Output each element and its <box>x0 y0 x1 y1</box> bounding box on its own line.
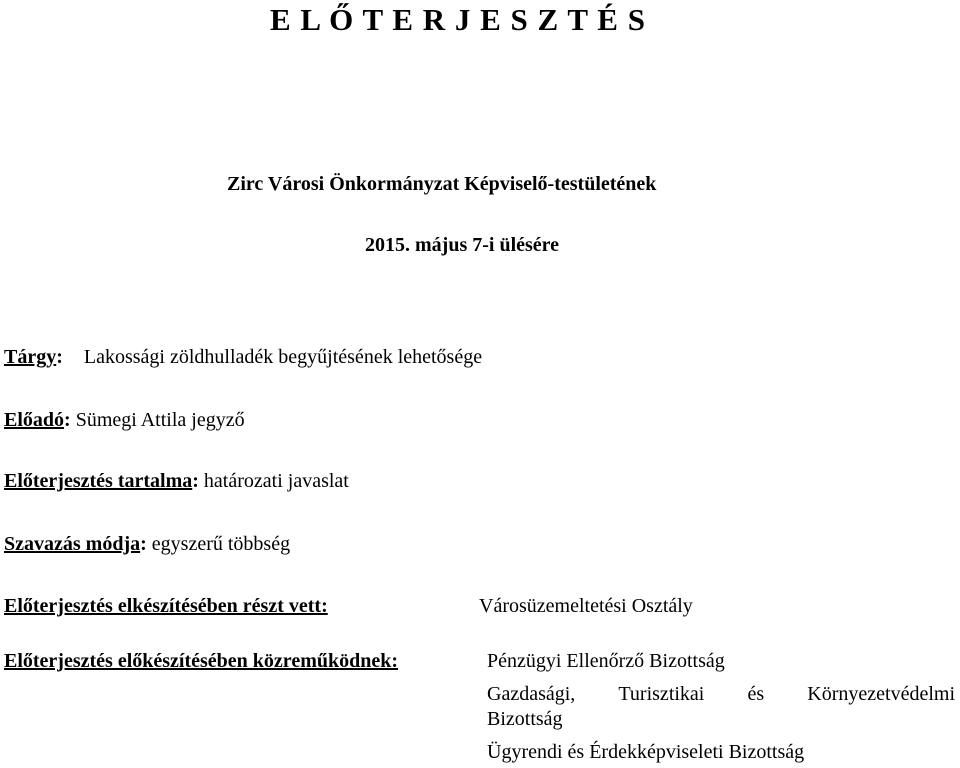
prepared-by-label: Előterjesztés elkészítésében részt vett: <box>4 595 328 617</box>
subject-value: Lakossági zöldhulladék begyűjtésének lehetősége <box>83 346 483 368</box>
contributor-word: Gazdasági, <box>487 683 576 705</box>
contributor-economic-committee-cont: Bizottság <box>487 708 563 730</box>
subject-label: Tárgy <box>4 346 57 368</box>
subject-field <box>4 346 482 369</box>
contributor-word: Turisztikai <box>618 683 705 705</box>
contributor-rules-committee: Ügyrendi és Érdekképviseleti Bizottság <box>487 741 805 763</box>
content-colon: : <box>192 470 199 492</box>
presenter-value: Sümegi Attila jegyző <box>75 409 245 431</box>
contributor-finance-committee: Pénzügyi Ellenőrző Bizottság <box>487 650 725 672</box>
meeting-date: 2015. május 7-i ülésére <box>365 234 560 256</box>
prepared-by-label-row <box>4 595 328 618</box>
presenter-field <box>4 409 245 432</box>
voting-label: Szavazás módja <box>4 533 141 555</box>
contributor-word: Környezetvédelmi <box>807 683 955 705</box>
voting-value: egyszerű többség <box>151 533 291 555</box>
presenter-colon: : <box>64 409 71 431</box>
voting-field <box>4 533 290 556</box>
contributors-label-row <box>4 650 398 673</box>
council-name: Zirc Városi Önkormányzat Képviselő-testületének <box>227 173 657 195</box>
voting-colon: : <box>140 533 147 555</box>
presenter-label: Előadó <box>4 409 65 431</box>
content-label: Előterjesztés tartalma <box>4 470 193 492</box>
contributor-word: és <box>747 683 765 705</box>
content-value: határozati javaslat <box>203 470 349 492</box>
contributors-label: Előterjesztés előkészítésében közreműködnek: <box>4 650 399 672</box>
document-title: E L Ő T E R J E S Z T É S <box>270 2 646 37</box>
prepared-by-value: Városüzemeltetési Osztály <box>479 595 693 617</box>
content-field <box>4 470 349 493</box>
contributor-economic-committee <box>487 683 955 706</box>
subject-colon: : <box>56 346 63 368</box>
